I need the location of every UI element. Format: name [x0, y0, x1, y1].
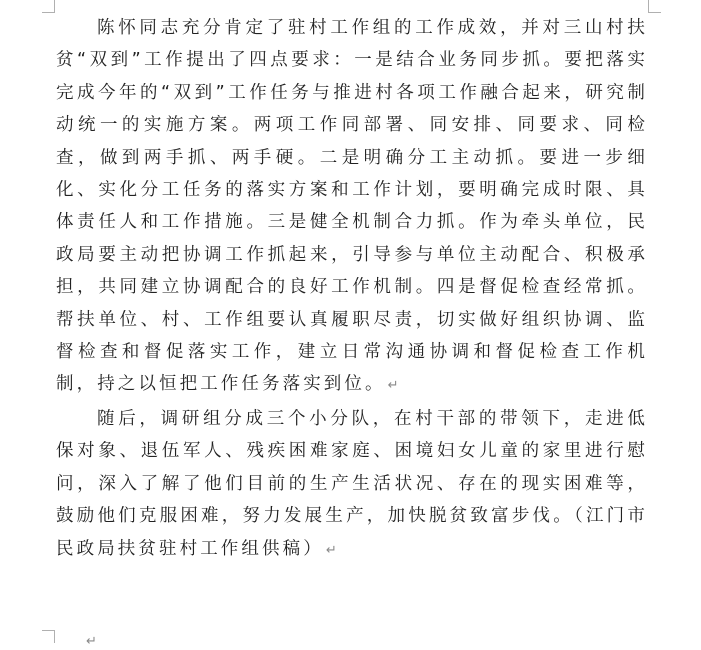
empty-paragraph-mark-icon[interactable]: ↵	[86, 634, 97, 649]
margin-corner-top-left	[42, 0, 55, 13]
paragraph-2-text: 随后，调研组分成三个小分队，在村干部的带领下，走进低保对象、退伍军人、残疾困难家庭、困境妇女儿童的家里进行慰问，深入了解了他们目前的生产生活状况、存在的现实困难等，鼓励他们克服困难，努力发展生产，加快脱贫致富步伐。（江门市民政局扶贫驻村工作组供稿）	[56, 408, 648, 559]
paragraph-mark-icon: ↵	[387, 378, 399, 394]
margin-corner-bottom-left	[42, 630, 55, 643]
document-body[interactable]	[56, 12, 648, 567]
paragraph-1[interactable]	[56, 12, 648, 403]
paragraph-mark-icon: ↵	[325, 542, 337, 558]
paragraph-2[interactable]	[56, 403, 648, 567]
paragraph-1-text: 陈怀同志充分肯定了驻村工作组的工作成效，并对三山村扶贫“双到”工作提出了四点要求：一是结合业务同步抓。要把落实完成今年的“双到”工作任务与推进村各项工作融合起来，研究制动统一的实施方案。两项工作同部署、同安排、同要求、同检查，做到两手抓、两手硬。二是明确分工主动抓。要进一步细化、实化分工任务的落实方案和工作计划，要明确完成时限、具体责任人和工作措施。三是健全机制合力抓。作为牵头单位，民政局要主动把协调工作抓起来，引导参与单位主动配合、积极承担，共同建立协调配合的良好工作机制。四是督促检查经常抓。帮扶单位、村、工作组要认真履职尽责，切实做好组织协调、监督检查和督促落实工作，建立日常沟通协调和督促检查工作机制，持之以恒把工作任务落实到位。	[56, 18, 648, 395]
margin-corner-top-right	[648, 0, 661, 13]
